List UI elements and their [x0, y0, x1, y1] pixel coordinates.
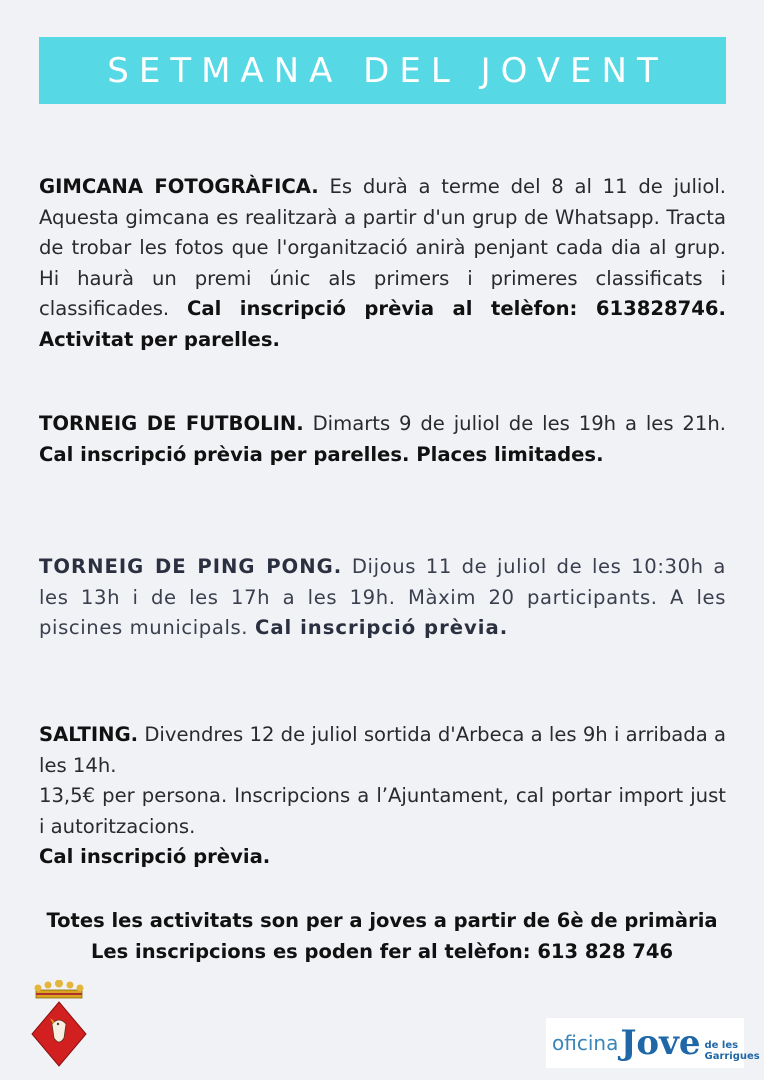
section-heading: TORNEIG DE PING PONG.	[39, 555, 343, 578]
page-title: SETMANA DEL JOVENT	[107, 50, 668, 91]
section-gimcana	[39, 172, 726, 355]
section-emphasis: Cal inscripció prèvia.	[254, 616, 509, 639]
title-banner	[39, 37, 726, 104]
logo-word-oficina: oficina	[552, 1031, 619, 1055]
section-heading: SALTING.	[39, 723, 139, 746]
section-body: Divendres 12 de juliol sortida d'Arbeca a les 9h i arribada a les 14h.	[39, 723, 726, 777]
footer-line-age: Totes les activitats son per a joves a partir de 6è de primària	[46, 909, 718, 932]
logo-word-jove: Jove	[620, 1023, 701, 1063]
section-emphasis: Cal inscripció prèvia per parelles. Places limitades.	[39, 442, 604, 466]
section-heading: GIMCANA FOTOGRÀFICA.	[39, 175, 319, 198]
oficina-jove-logo	[546, 1018, 760, 1068]
logo-word-garrigues: de les Garrigues	[704, 1040, 760, 1062]
footer-line-phone: Les inscripcions es poden fer al telèfon: 613 828 746	[90, 940, 674, 963]
section-futbolin	[39, 409, 726, 470]
section-ping-pong	[39, 552, 726, 644]
section-emphasis: Cal inscripció prèvia al telèfon: 613828746. Activitat per parelles.	[39, 297, 726, 351]
section-body: Es durà a terme del 8 al 11 de juliol. Aquesta gimcana es realitzarà a partir d'un grup de Whatsapp. Tracta de trobar les fotos que l'organització anirà penjant cada dia al grup. Hi haurà un premi únic als primers i primeres classificats i classificades.	[39, 175, 726, 320]
section-salting	[39, 720, 726, 873]
section-body: Dimarts 9 de juliol de les 19h a les 21h.	[303, 412, 726, 435]
municipal-coat-of-arms-icon	[28, 980, 90, 1068]
footer-note	[0, 905, 764, 967]
section-emphasis: Cal inscripció prèvia.	[39, 845, 271, 868]
section-body-secondary: 13,5€ per persona. Inscripcions a l’Ajuntament, cal portar import just i autoritzacions.	[39, 784, 726, 838]
section-body: Dijous 11 de juliol de les 10:30h a les 13h i de les 17h a les 19h. Màxim 20 participants. A les piscines municipals.	[39, 555, 726, 639]
section-heading: TORNEIG DE FUTBOLIN.	[39, 412, 304, 435]
